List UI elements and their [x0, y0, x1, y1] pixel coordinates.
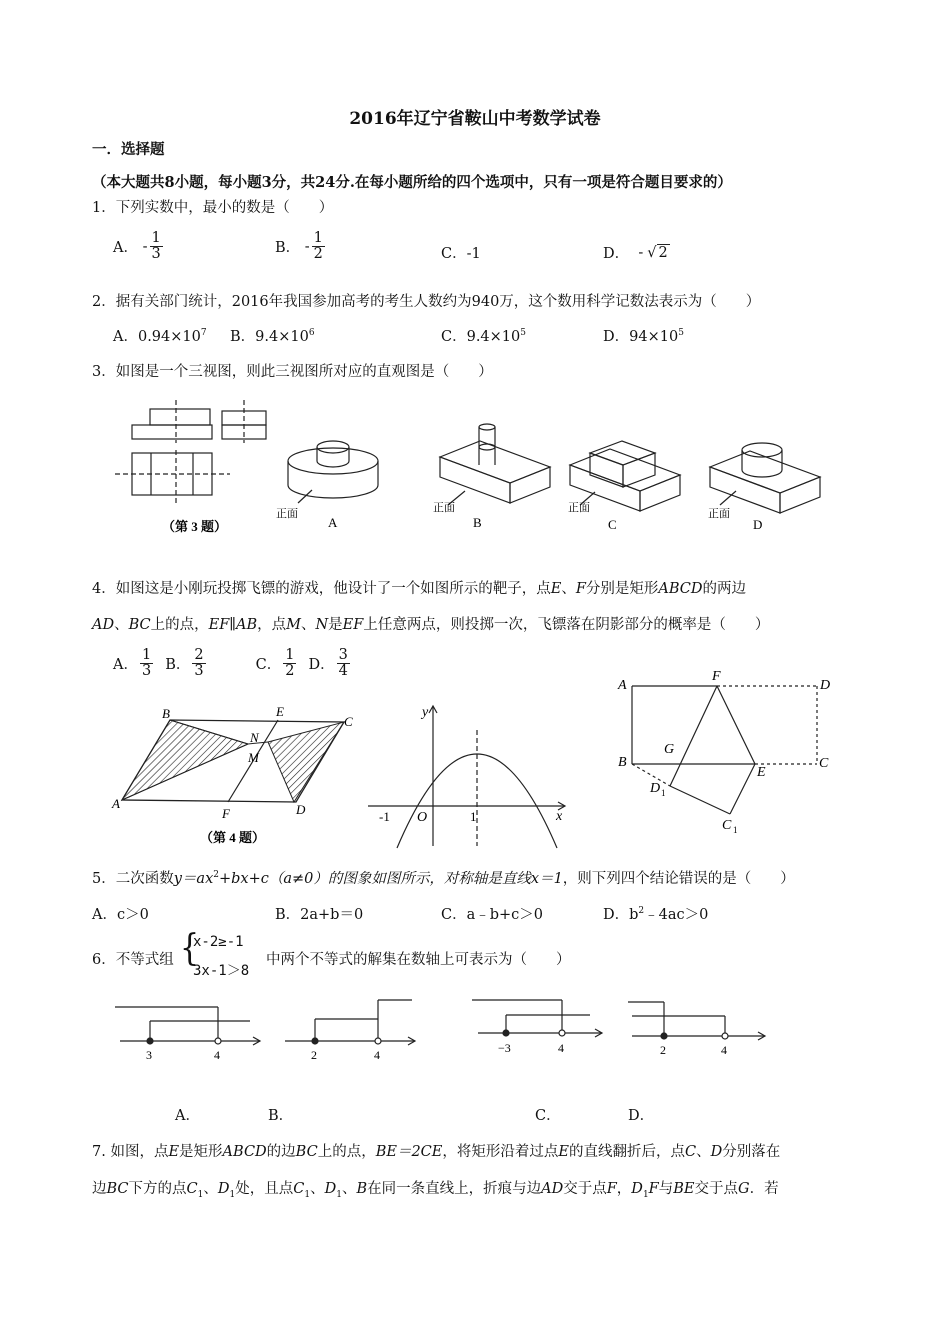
q7-d1b: D: [324, 1181, 337, 1197]
parabola-origin: O: [417, 810, 428, 825]
nl-a-2: 4: [214, 1048, 220, 1062]
q3-opt-b: B: [473, 515, 482, 530]
q7-d1c-sub: 1: [642, 1189, 649, 1200]
q7-text-2e: 交于点: [563, 1181, 607, 1197]
q7-f: F: [606, 1181, 617, 1197]
parabola-y-label: y: [422, 705, 429, 720]
q6-option-b: B．: [268, 1108, 294, 1124]
q1-option-a: [113, 231, 165, 262]
q7-sep3: 、: [310, 1181, 325, 1197]
q7-text-2a: 边: [92, 1181, 107, 1197]
q4-m: M: [286, 617, 301, 633]
fold-label-g: G: [664, 742, 675, 757]
q7-ad: AD: [541, 1181, 564, 1197]
q7-c: C: [684, 1144, 697, 1160]
q7-bc: BC: [295, 1144, 318, 1160]
q7-c1-sub: 1: [197, 1189, 204, 1200]
q3-opt-d: D: [753, 517, 763, 532]
fold-label-a: A: [618, 678, 627, 693]
q4-f: F: [575, 581, 586, 597]
parabola-figure: [360, 700, 575, 850]
q2-d-exp: 5: [678, 328, 684, 339]
q7-f2: F: [648, 1181, 659, 1197]
q4-label-b: B: [162, 706, 170, 721]
q5-text-b: ，则下列四个结论错误的是（ ）: [562, 871, 795, 887]
q2-option-c: [441, 325, 526, 346]
q4-a-frac: [140, 648, 153, 679]
q3-front-label-d: 正面: [708, 508, 730, 520]
q7-text-2d: 在同一条直线上，折痕与边: [367, 1181, 542, 1197]
q4-ef: EF: [342, 617, 364, 633]
q4-e: E: [550, 581, 562, 597]
q7-sep2: 、: [203, 1181, 218, 1197]
fold-label-d1-sub: 1: [661, 788, 666, 798]
q4-label-n: N: [250, 730, 259, 745]
q1-option-d: [603, 242, 670, 263]
q7-d1b-sub: 1: [336, 1189, 342, 1200]
q7-text-1a: 7. 如图，点: [92, 1144, 169, 1160]
q2-b-exp: 6: [308, 328, 315, 339]
q1-b-label: B．: [275, 240, 301, 257]
q4-sep2: 、: [114, 617, 129, 633]
q4-text-1b: 分别是矩形: [585, 581, 659, 597]
q7-line2: [92, 1177, 779, 1200]
q7-text-1e: ，将矩形沿着过点: [442, 1144, 559, 1160]
fold-label-d1: D: [650, 781, 661, 796]
q1-option-c: C．-1: [441, 246, 481, 262]
q4-efab: EF∥AB: [208, 617, 258, 633]
q5-sq: 2: [213, 870, 219, 881]
q7-text-2f: 与: [658, 1181, 674, 1197]
q1-b-den: 2: [313, 246, 323, 263]
q6-option-a: A．: [175, 1108, 200, 1124]
nl-c-2: 4: [558, 1041, 564, 1055]
q2-option-d: [603, 325, 684, 346]
q2-c-base: C．9.4×10: [441, 329, 521, 345]
q7-g: G: [737, 1181, 750, 1197]
q1-d-radicand: 2: [658, 245, 668, 261]
q7-line1: [92, 1140, 780, 1161]
section-heading: 一．选择题: [92, 141, 165, 158]
q6-brace: {: [180, 927, 200, 970]
q7-sep4: 、: [341, 1181, 357, 1197]
q1-d-sign: -: [638, 244, 644, 261]
q4-a-num: 1: [141, 647, 152, 663]
q3-opt-c: C: [608, 517, 617, 532]
q7-d1-sub: 1: [229, 1189, 236, 1200]
q3-stem: 3．如图是一个三视图，则此三视图所对应的直观图是（ ）: [92, 364, 493, 380]
q1-a-sign: -: [142, 238, 148, 255]
q6-stem-b: 中两个不等式的解集在数轴上可表示为（ ）: [266, 952, 571, 968]
q2-option-a: [113, 325, 207, 346]
q5-option-d: [603, 903, 708, 924]
nl-c-1: −3: [498, 1041, 511, 1055]
q4-c-label: C．: [255, 657, 282, 674]
q7-d1c: D: [631, 1181, 643, 1197]
q4-abcd: ABCD: [658, 581, 703, 597]
q7-be: BE＝2CE: [375, 1144, 443, 1160]
q4-b-num: 2: [194, 647, 204, 663]
q7-abcd: ABCD: [222, 1144, 267, 1160]
q7-c1b-sub: 1: [304, 1189, 311, 1200]
q4-a-den: 3: [141, 663, 152, 680]
q7-text-1b: 是矩形: [179, 1144, 223, 1160]
q5-d-sup: 2: [638, 906, 645, 917]
nl-d-1: 2: [660, 1043, 666, 1057]
q4-b-frac: [192, 648, 205, 679]
q3-opt-a: A: [328, 515, 338, 530]
nl-a-1: 3: [146, 1048, 152, 1062]
fold-label-d: D: [820, 678, 831, 693]
q4-line2: [92, 613, 769, 634]
parabola-x-label: x: [556, 809, 563, 824]
q4-line1: [92, 577, 746, 598]
q1-stem: 1．下列实数中，最小的数是（ ）: [92, 200, 334, 216]
q4-ad: AD: [92, 617, 115, 633]
q5-option-a: A．c＞0: [92, 907, 149, 923]
nl-d-2: 4: [721, 1043, 727, 1057]
q5-d-post: ﹣4ac＞0: [644, 907, 709, 923]
q4-c-num: 1: [285, 647, 295, 663]
q5-stem: [92, 867, 795, 888]
q4-label-m: M: [248, 750, 259, 765]
q6-ineq1: x-2≥-1: [193, 934, 244, 950]
q5-option-c: C．a﹣b+c＞0: [441, 907, 544, 923]
q7-e2: E: [558, 1144, 569, 1160]
q4-c-den: 2: [285, 663, 295, 680]
q7-text-2b: 下方的点: [128, 1181, 187, 1197]
q7-c1b: C: [293, 1181, 305, 1197]
fold-label-c1-sub: 1: [733, 825, 738, 835]
q4-bc: BC: [128, 617, 151, 633]
page-title: 2016年辽宁省鞍山中考数学试卷: [349, 109, 601, 129]
q4-label-a: A: [112, 796, 120, 811]
parabola-tick-neg1: -1: [379, 809, 390, 824]
q4-d-num: 3: [338, 647, 348, 663]
q4-text-1a: 4．如图这是小刚玩投掷飞镖的游戏，他设计了一个如图所示的靶子，点: [92, 581, 551, 597]
q4-text-1c: 的两边: [702, 581, 747, 597]
q2-a-exp: 7: [200, 328, 207, 339]
q7-text-1g: 分别落在: [722, 1144, 781, 1160]
q7-b: B: [356, 1181, 368, 1197]
q7-comma: ，: [616, 1181, 632, 1197]
q1-d-label: D．: [603, 246, 630, 262]
q4-d-label: D．: [308, 657, 335, 674]
fold-figure: [612, 664, 847, 839]
q4-text-2c: 是: [328, 617, 343, 633]
q6-stem-a: 6．不等式组: [92, 952, 174, 968]
q7-text-1c: 的边: [266, 1144, 296, 1160]
q5-axis: x＝1: [530, 871, 563, 887]
q7-text-2c: 处，且点: [235, 1181, 294, 1197]
q4-a-label: A．: [113, 657, 138, 674]
q4-options: [113, 648, 352, 679]
q7-text-1f: 的直线翻折后，点: [568, 1144, 685, 1160]
q1-b-num: 1: [313, 230, 323, 246]
q4-label-f: F: [222, 806, 230, 821]
q4-b-den: 3: [194, 663, 204, 680]
q1-option-b: [275, 231, 327, 262]
q7-sep: 、: [696, 1144, 711, 1160]
q1-a-frac: [150, 231, 163, 262]
q3-front-label-c: 正面: [568, 502, 590, 514]
q4-text-2d: 上任意两点，则投掷一次，飞镖落在阴影部分的概率是（ ）: [363, 617, 770, 633]
section-note: （本大题共8小题，每小题3分，共24分.在每小题所给的四个选项中，只有一项是符合题目要求的）: [92, 174, 732, 191]
q3-front-label-b: 正面: [433, 502, 455, 514]
q6-ineq2: 3x-1＞8: [193, 963, 250, 979]
q3-front-label-a: 正面: [276, 508, 298, 520]
q4-n: N: [315, 617, 329, 633]
q7-d: D: [710, 1144, 723, 1160]
nl-b-2: 4: [374, 1048, 380, 1062]
q5-func-b: +bx+c（a≠0）的图象如图所示，对称轴是直线: [218, 871, 531, 887]
q6-option-c: C．: [535, 1108, 561, 1124]
q4-sep3: 、: [300, 617, 316, 633]
q4-sep: 、: [561, 581, 576, 597]
fold-label-b: B: [618, 755, 627, 770]
q7-text-2g: 交于点: [694, 1181, 738, 1197]
q4-d-frac: [337, 648, 350, 679]
q4-text-2a: 上的点，: [150, 617, 209, 633]
q4-label-c: C: [344, 714, 353, 729]
q2-c-exp: 5: [520, 328, 526, 339]
fold-label-f: F: [712, 669, 721, 684]
q7-text-1d: 上的点，: [317, 1144, 376, 1160]
parabola-tick-1: 1: [470, 809, 477, 824]
q5-text-a: 5．二次函数: [92, 871, 174, 887]
q7-d1: D: [217, 1181, 230, 1197]
q7-e: E: [168, 1144, 180, 1160]
q2-d-base: D．94×10: [603, 329, 679, 345]
q4-c-frac: [283, 648, 296, 679]
q1-b-frac: [312, 231, 325, 262]
q4-text-2b: ，点: [257, 617, 287, 633]
q5-d-pre: D．b: [603, 907, 639, 923]
q2-b-base: B．9.4×10: [230, 329, 309, 345]
fold-label-e: E: [757, 765, 766, 780]
q6-option-d: D．: [628, 1108, 655, 1124]
q4-caption: （第 4 题）: [200, 830, 266, 845]
fold-label-c: C: [819, 756, 829, 771]
q5-func: y＝ax: [173, 871, 214, 887]
q7-text-2h: ．若: [749, 1181, 779, 1197]
q2-stem: 2．据有关部门统计，2016年我国参加高考的考生人数约为940万，这个数用科学记数法表示为（ ）: [92, 294, 761, 310]
q3-figure: [110, 395, 830, 540]
sqrt-symbol: √: [647, 244, 657, 261]
q4-label-d: D: [296, 802, 306, 817]
q4-d-den: 4: [338, 663, 348, 680]
nl-b-1: 2: [311, 1048, 317, 1062]
q5-option-b: B．2a+b＝0: [275, 907, 364, 923]
q7-c1: C: [186, 1181, 198, 1197]
q7-bc2: BC: [106, 1181, 129, 1197]
q1-a-den: 3: [151, 246, 161, 263]
q6-number-lines: [110, 995, 780, 1070]
q1-b-sign: -: [304, 238, 310, 255]
q7-be2: BE: [673, 1181, 695, 1197]
fold-label-c1: C: [722, 818, 732, 833]
q1-a-num: 1: [151, 230, 161, 246]
q1-a-label: A．: [113, 240, 138, 257]
q4-label-e: E: [276, 704, 284, 719]
q4-figure: [108, 700, 363, 850]
q2-option-b: [230, 325, 315, 346]
q2-a-base: A．0.94×10: [113, 329, 201, 345]
q3-caption: （第 3 题）: [162, 519, 228, 534]
q4-b-label: B．: [165, 657, 191, 674]
